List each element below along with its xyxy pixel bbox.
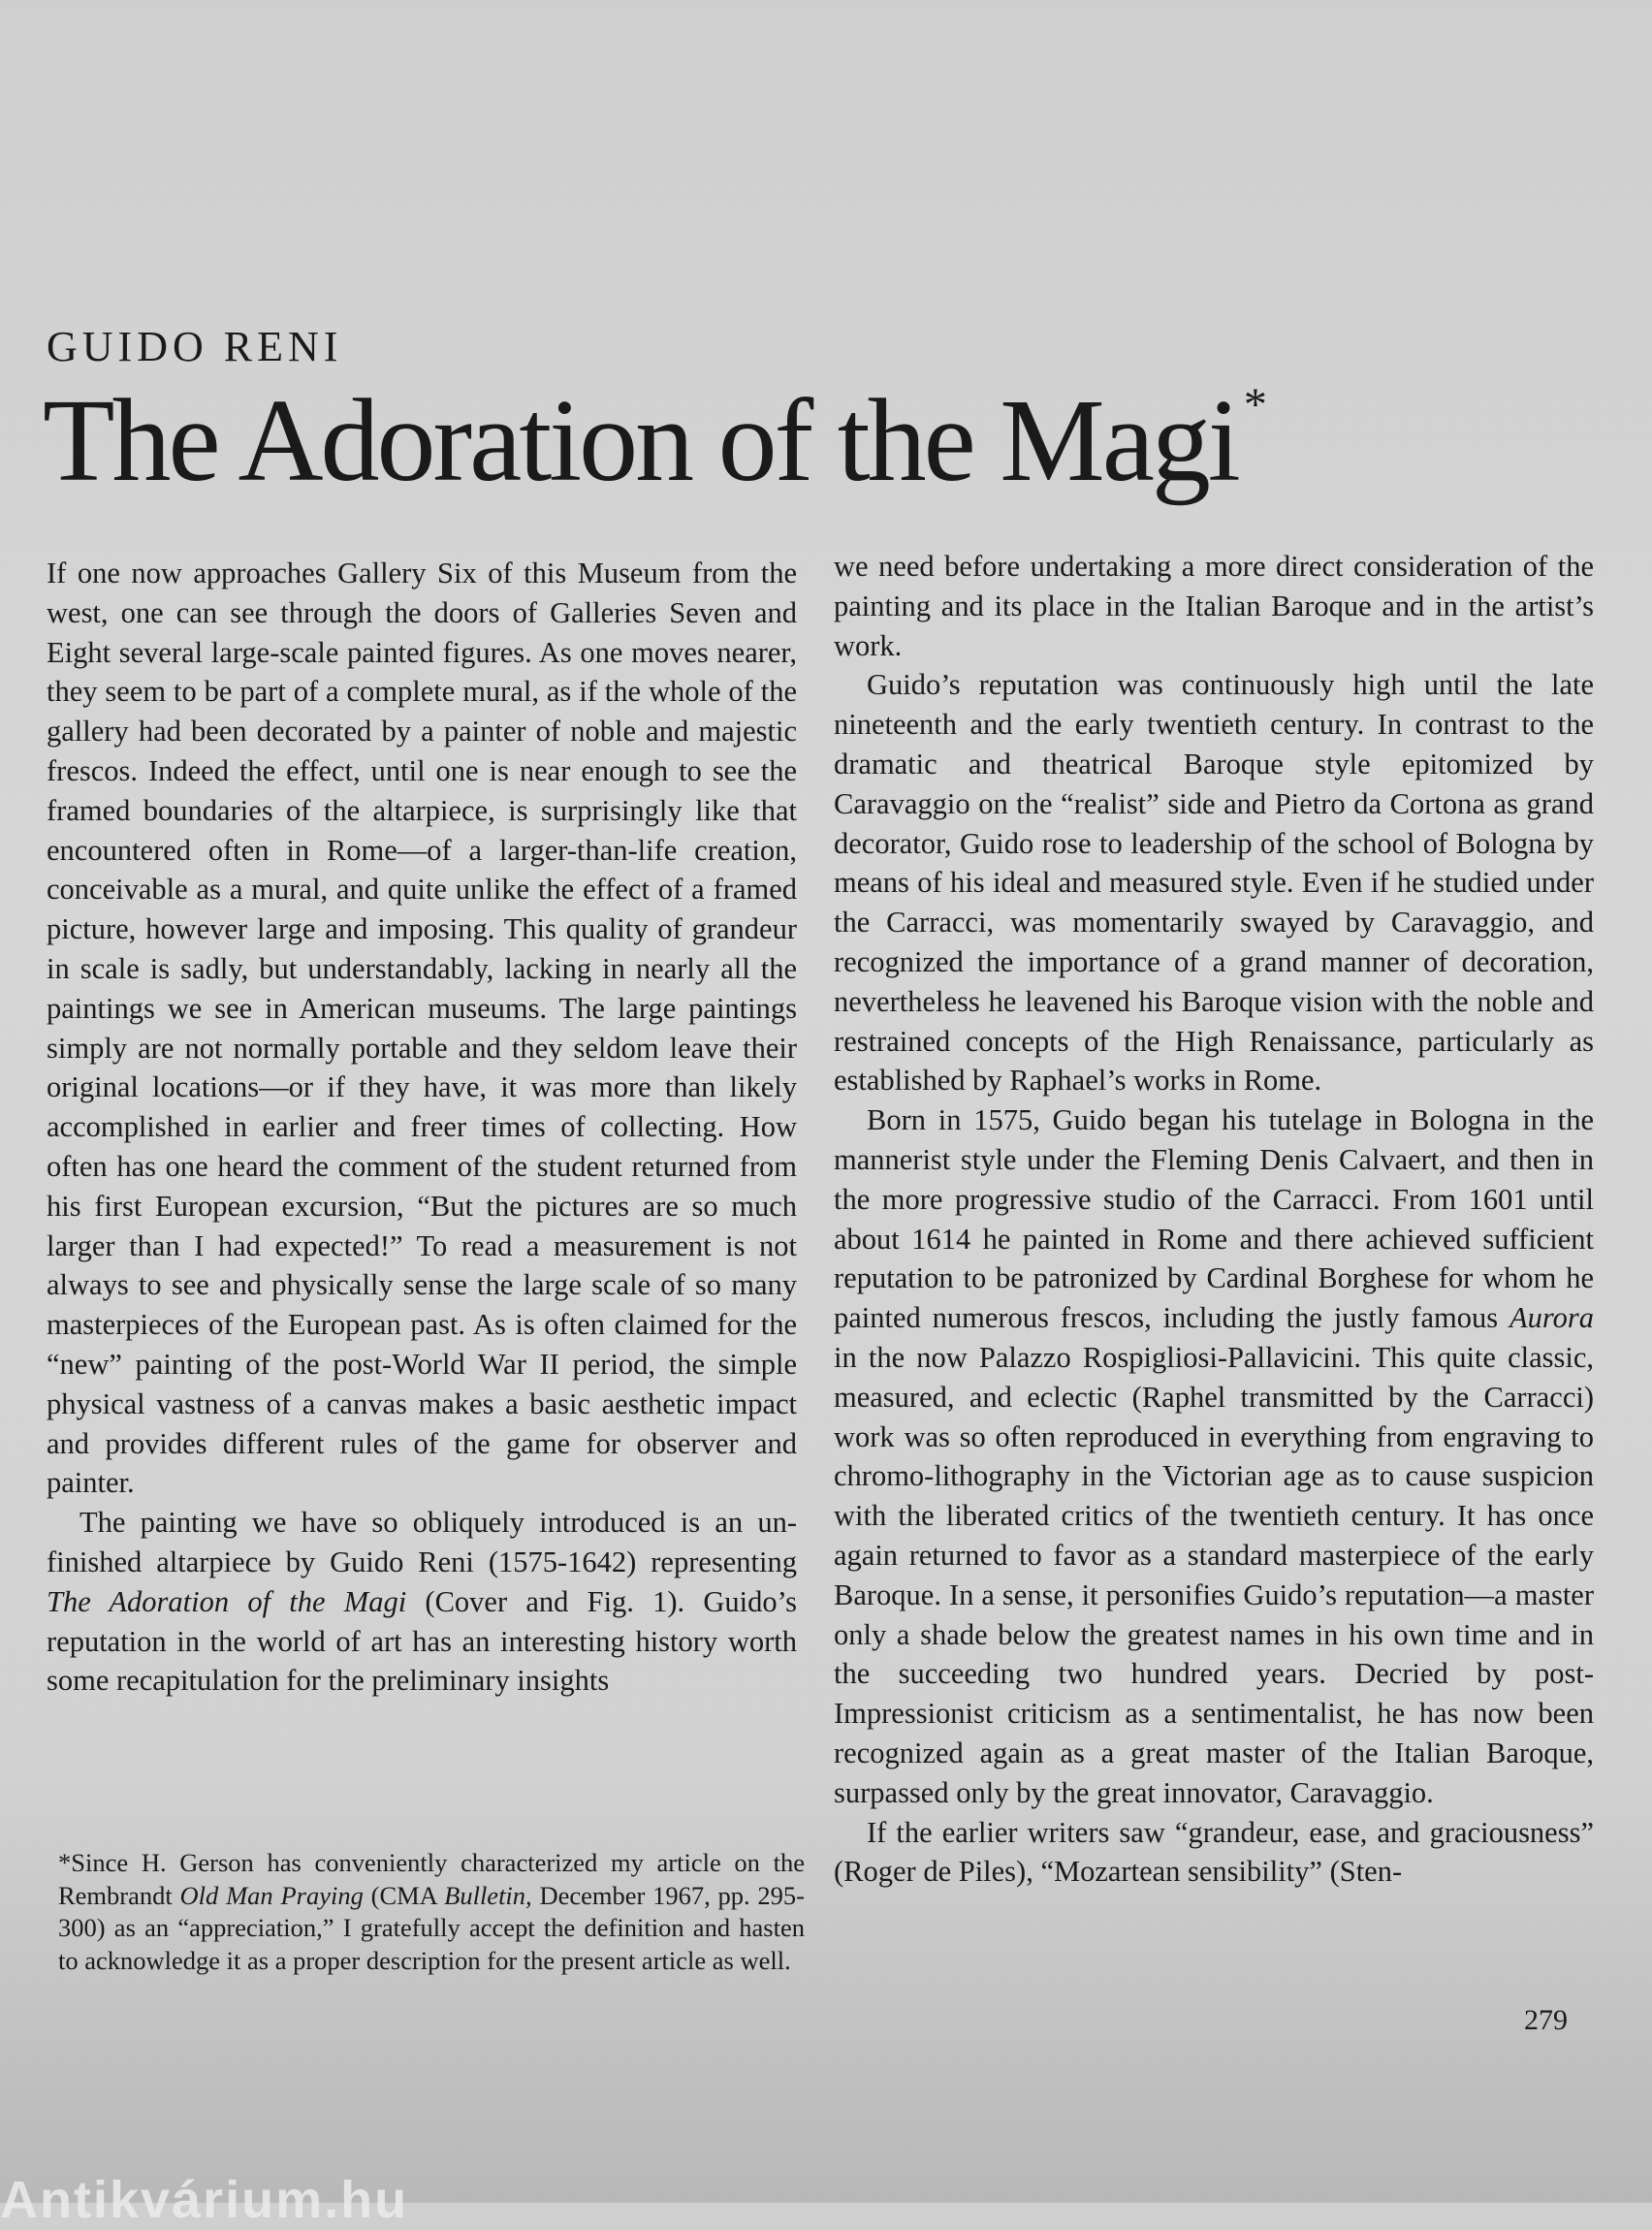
painting-title: The Adoration of the Magi (47, 1584, 407, 1618)
paragraph: If the earlier writers saw “grandeur, ease, and graciousness” (Roger de Piles), “Mozartean sensibility” (Sten- (834, 1815, 1594, 1889)
footnote-text: (CMA (363, 1880, 445, 1910)
paragraph-text: in the now Palazzo Rospigliosi-Pallavicini. This quite classic, measured, and eclectic (Raphel transmitted by the Carracci) work was so often reproduced in everything from engraving to chromo-lithography in the Victorian age as to cause suspicion with the liberated critics of the twentieth century. It has once again returned to favor as a standard masterpiece of the early Baroque. In a sense, it personifies Guido’s reputation—a master only a shade below the greatest names in his own time and in the succeeding two hundred years. Decried by post-Impressionist criticism as a sentimentalist, he has now been recognized again as a great master of the Italian Baroque, surpassed only by the great innovator, Caravaggio. (834, 1340, 1594, 1809)
footnote-italic: Bulletin, (444, 1880, 532, 1910)
painting-title: Aurora (1509, 1301, 1594, 1335)
page-number: 279 (1524, 2004, 1568, 2036)
author-name: GUIDO RENI (47, 323, 343, 370)
article-title: The Adoration of the Magi (43, 375, 1238, 506)
footnote (58, 1847, 805, 1977)
body-column-right (834, 547, 1594, 1892)
paragraph: we need before undertaking a more direct consideration of the painting and its place in the Italian Baroque and in the artist’s work. (834, 550, 1594, 662)
watermark: Antikvárium.hu (0, 2171, 409, 2229)
paragraph (47, 1503, 797, 1701)
paragraph: If one now approaches Gallery Six of this Museum from the west, one can see through the doors of Galleries Seven and Eight several large-scale painted figures. As one moves nearer, they seem to be part of a complete mural, as if the whole of the gallery had been decorated by a painter of noble and majestic frescos. Indeed the effect, until one is near enough to see the framed boundaries of the altarpiece, is surprisingly like that encountered often in Rome—of a larger-than-life creation, conceivable as a mural, and quite unlike the effect of a framed picture, however large and imposing. This quality of grandeur in scale is sadly, but understandably, lacking in nearly all the paintings we see in American museums. The large paintings simply are not normally portable and they seldom leave their original locations—or if they have, it was more than likely accomplished in earlier and freer times of collecting. How often has one heard the comment of the student returned from his first European excursion, “But the pictures are so much larger than I had expected!” To read a measurement is not always to see and physically sense the large scale of so many masterpieces of the European past. As is often claimed for the “new” painting of the post-World War II period, the simple physical vastness of a canvas makes a basic aesthetic impact and provides different rules of the game for observer and painter. (47, 557, 797, 1500)
footnote-text: December 1967, pp. 295-300) as an “appreciation,” I gratefully accept the definition and hasten to acknowledge it as a proper description for the present article as well. (58, 1880, 806, 1975)
footnote-text: *Since H. Gerson has conveniently characterized my article on the Rembrandt (58, 1848, 805, 1910)
body-column-left (47, 554, 797, 1701)
paragraph-text: The painting we have so obliquely introduced is an unfinished altarpiece by Guido Reni (1575-1642) representing (47, 1506, 797, 1578)
title-footnote-mark: * (1243, 379, 1267, 430)
title-row (43, 373, 1267, 509)
paragraph: Guido’s reputation was continuously high until the late nineteenth and the early twentieth century. In contrast to the dramatic and theatrical Baroque style epitomized by Caravaggio on the “realist” side and Pietro da Cortona as grand decorator, Guido rose to leadership of the school of Bologna by means of his ideal and measured style. Even if he studied under the Carracci, was momentarily swayed by Caravaggio, and recognized the importance of a grand manner of decoration, nevertheless he leavened his Baroque vision with the noble and restrained concepts of the High Renaissance, particularly as established by Raphael’s works in Rome. (834, 668, 1594, 1098)
footnote-italic: Old Man Praying (179, 1880, 364, 1910)
paragraph-text: (Cover and Fig. 1). Guido’s reputation in the world of art has an interesting history worth some recapitulation for the preliminary insights (47, 1584, 798, 1698)
paragraph-text: Born in 1575, Guido began his tutelage in Bologna in the mannerist style under the Fleming Denis Calvaert, and then in the more progressive studio of the Carracci. From 1601 until about 1614 he painted in Rome and there achieved sufficient reputation to be patronized by Cardinal Borghese for whom he painted numerous frescos, including the justly famous (834, 1103, 1594, 1335)
paragraph (834, 1100, 1594, 1812)
